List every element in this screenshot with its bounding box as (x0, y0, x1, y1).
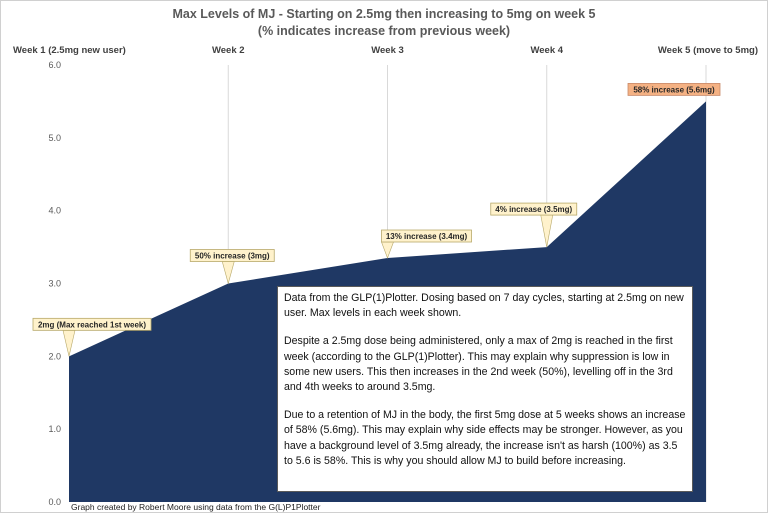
data-label: 2mg (Max reached 1st week) (37, 320, 147, 330)
chart-title: Max Levels of MJ - Starting on 2.5mg then increasing to 5mg on week 5 (172, 7, 596, 21)
callout-pointer (63, 330, 75, 356)
callout-pointer (541, 215, 553, 247)
y-tick-label: 0.0 (48, 497, 61, 507)
y-tick-label: 6.0 (48, 60, 61, 70)
data-label: 13% increase (3.4mg) (385, 232, 468, 242)
callout-pointer (222, 262, 234, 284)
note-paragraph: Due to a retention of MJ in the body, the first 5mg dose at 5 weeks shows an increase of 58% (5.6mg). This may explain why side effects may be stronger. However, as you have a background level of 3.5mg already, the increase isn't as harsh (100%) as 3.5 to 5.6 is 58%. This is why you should allow MJ to build before increasing. (284, 409, 686, 467)
note-paragraph: Data from the GLP(1)Plotter. Dosing based on 7 day cycles, starting at 2.5mg on new user. Max levels in each week shown. (284, 292, 684, 320)
data-label: 50% increase (3mg) (194, 251, 270, 261)
y-tick-label: 3.0 (48, 278, 61, 289)
y-tick-label: 4.0 (48, 205, 61, 216)
data-label: 4% increase (3.5mg) (495, 205, 573, 215)
explanation-textbox (277, 286, 693, 492)
data-label: 58% increase (5.6mg) (633, 85, 715, 95)
chart-subtitle: (% indicates increase from previous week) (257, 24, 511, 38)
chart-credit: Graph created by Robert Moore using data from the G(L)P1Plotter (71, 502, 321, 512)
x-category-label: Week 3 (371, 45, 404, 56)
x-category-label: Week 4 (530, 45, 564, 56)
y-tick-label: 5.0 (48, 132, 61, 143)
y-tick-label: 2.0 (48, 351, 61, 362)
y-tick-label: 1.0 (48, 424, 61, 435)
callout-pointer (382, 242, 394, 258)
x-category-label: Week 1 (2.5mg new user) (13, 45, 126, 56)
x-category-label: Week 2 (211, 45, 245, 56)
note-paragraph: Despite a 2.5mg dose being administered, only a max of 2mg is reached in the first week (according to the GLP(1)Plotter). This may explain why suppression is low in some new users. This then increases in the 2nd week (50%), levelling off in the 3rd and 4th weeks to around 3.5mg. (284, 335, 673, 394)
x-category-label: Week 5 (move to 5mg) (657, 45, 758, 56)
